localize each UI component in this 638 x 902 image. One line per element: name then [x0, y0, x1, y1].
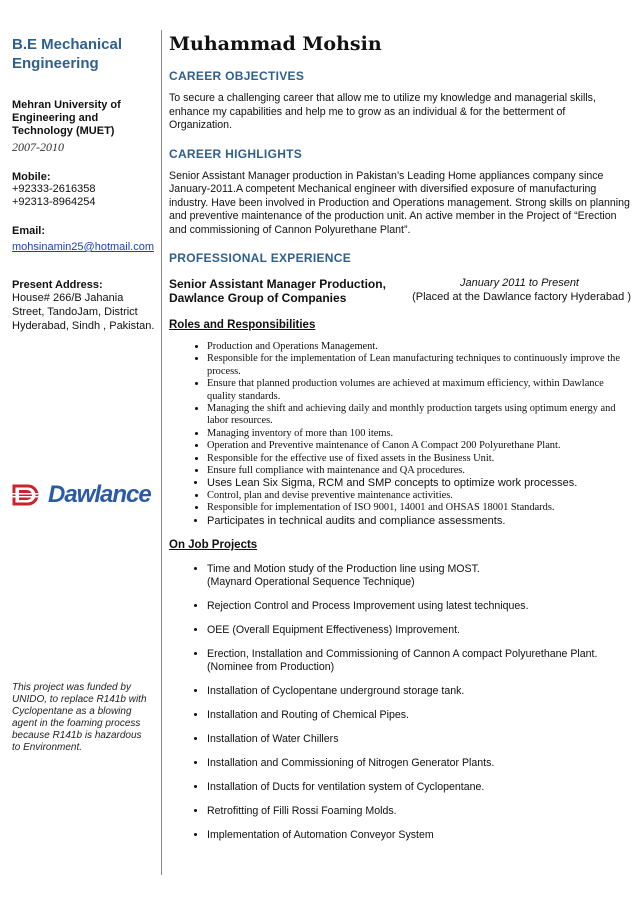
list-item: • Retrofitting of Filli Rossi Foaming Molds. — [207, 805, 631, 818]
list-item: • Managing the shift and achieving daily and monthly production targets using optimum energy and labor resources. — [207, 403, 631, 428]
column-divider — [161, 30, 162, 875]
study-years: 2007-2010 — [12, 140, 64, 154]
funding-note: This project was funded by UNIDO, to replace R141b with Cyclopentane as a blowing agent in the foaming process because R141b is hazardous to Environment. — [12, 682, 147, 753]
objectives-text: To secure a challenging career that allow me to utilize my knowledge and managerial skills, enhance my capabilities and help me to grow as an individual & for the betterment of Organization. — [169, 92, 596, 131]
roles-heading: Roles and Responsibilities — [169, 319, 316, 331]
list-item: • Rejection Control and Process Improvement using latest techniques. — [207, 600, 631, 613]
email-link[interactable]: mohsinamin25@hotmail.com — [12, 241, 155, 253]
list-item: • OEE (Overall Equipment Effectiveness) Improvement. — [207, 624, 631, 637]
list-item: • Installation of Ducts for ventilation system of Cyclopentane. — [207, 781, 631, 794]
list-item: • Ensure full compliance with maintenance and QA procedures. — [207, 465, 631, 477]
highlights-heading: CAREER HIGHLIGHTS — [169, 146, 303, 161]
job-title: Senior Assistant Manager Production, — [169, 277, 386, 291]
candidate-name: Muhammad Mohsin — [169, 33, 382, 55]
highlights-text: Senior Assistant Manager production in Pakistan’s Leading Home appliances company since January-2011.A competent Mechanical engineer with diversified exposure of manufacturing industry. Have been involved in Production and Operations management. Strong skills on planning and preventive maintenance of the production unit. An active member in the Project of “Erection and commissioning of Cannon Polyurethane Plant”. — [169, 169, 630, 236]
list-item: • Production and Operations Management. — [207, 341, 631, 353]
list-item: • Installation and Routing of Chemical Pipes. — [207, 709, 631, 722]
job-dates: January 2011 to Present — [459, 277, 579, 289]
list-item: • Responsible for the effective use of fixed assets in the Business Unit. — [207, 453, 631, 465]
address-text: House# 266/B Jahania Street, TandoJam, District Hyderabad, Sindh , Pakistan. — [12, 292, 155, 332]
university-name: Mehran University of Engineering and Technology (MUET) — [12, 99, 121, 137]
dawlance-logo — [12, 481, 158, 509]
dawlance-mark-icon — [12, 484, 46, 506]
project-subtitle: (Nominee from Production) — [207, 661, 335, 674]
list-item: • Installation of Water Chillers — [207, 733, 631, 746]
mobile-label: Mobile: — [12, 171, 51, 183]
main-content — [169, 30, 631, 853]
list-item: • Managing inventory of more than 100 items. — [207, 428, 631, 440]
project-subtitle: (Maynard Operational Sequence Technique) — [207, 576, 415, 589]
list-item: • Installation and Commissioning of Nitrogen Generator Plants. — [207, 757, 631, 770]
experience-heading: PROFESSIONAL EXPERIENCE — [169, 251, 352, 265]
projects-heading: On Job Projects — [169, 539, 258, 552]
list-item: • Operation and Preventive maintenance of Canon A Compact 200 Polyurethane Plant. — [207, 440, 631, 452]
list-item: • Participates in technical audits and compliance assessments. — [207, 515, 631, 527]
job-row — [169, 277, 631, 291]
projects-list — [169, 563, 631, 842]
company-row — [169, 291, 631, 305]
mobile-number-1: +92333-2616358 — [12, 183, 96, 195]
list-item: • Control, plan and devise preventive maintenance activities. — [207, 490, 631, 502]
list-item: • Responsible for implementation of ISO 9001, 14001 and OHSAS 18001 Standards. — [207, 502, 631, 514]
list-item: • Ensure that planned production volumes are achieved at maximum efficiency, within Dawlance quality standards. — [207, 378, 631, 403]
objectives-heading: CAREER OBJECTIVES — [169, 69, 305, 83]
list-item — [207, 563, 631, 589]
roles-list — [169, 341, 631, 527]
degree-title: B.E Mechanical Engineering — [12, 36, 123, 72]
list-item — [207, 648, 631, 674]
list-item: • Implementation of Automation Conveyor System — [207, 829, 631, 842]
dawlance-logo-text: Dawlance — [48, 481, 151, 508]
address-label: Present Address: — [12, 279, 103, 291]
list-item: • Installation of Cyclopentane underground storage tank. — [207, 685, 631, 698]
mobile-number-2: +92313-8964254 — [12, 196, 96, 208]
project-title: Time and Motion study of the Production line using MOST. — [207, 563, 480, 576]
list-item: • Responsible for the implementation of Lean manufacturing techniques to continuously improve the process. — [207, 353, 631, 378]
email-label: Email: — [12, 225, 46, 237]
sidebar — [0, 30, 158, 872]
company-name: Dawlance Group of Companies — [169, 291, 347, 305]
list-item: • Uses Lean Six Sigma, RCM and SMP concepts to optimize work processes. — [207, 477, 631, 489]
project-title: Erection, Installation and Commissioning of Cannon A compact Polyurethane Plant. — [207, 648, 598, 661]
company-note: (Placed at the Dawlance factory Hyderabad ) — [412, 291, 631, 303]
